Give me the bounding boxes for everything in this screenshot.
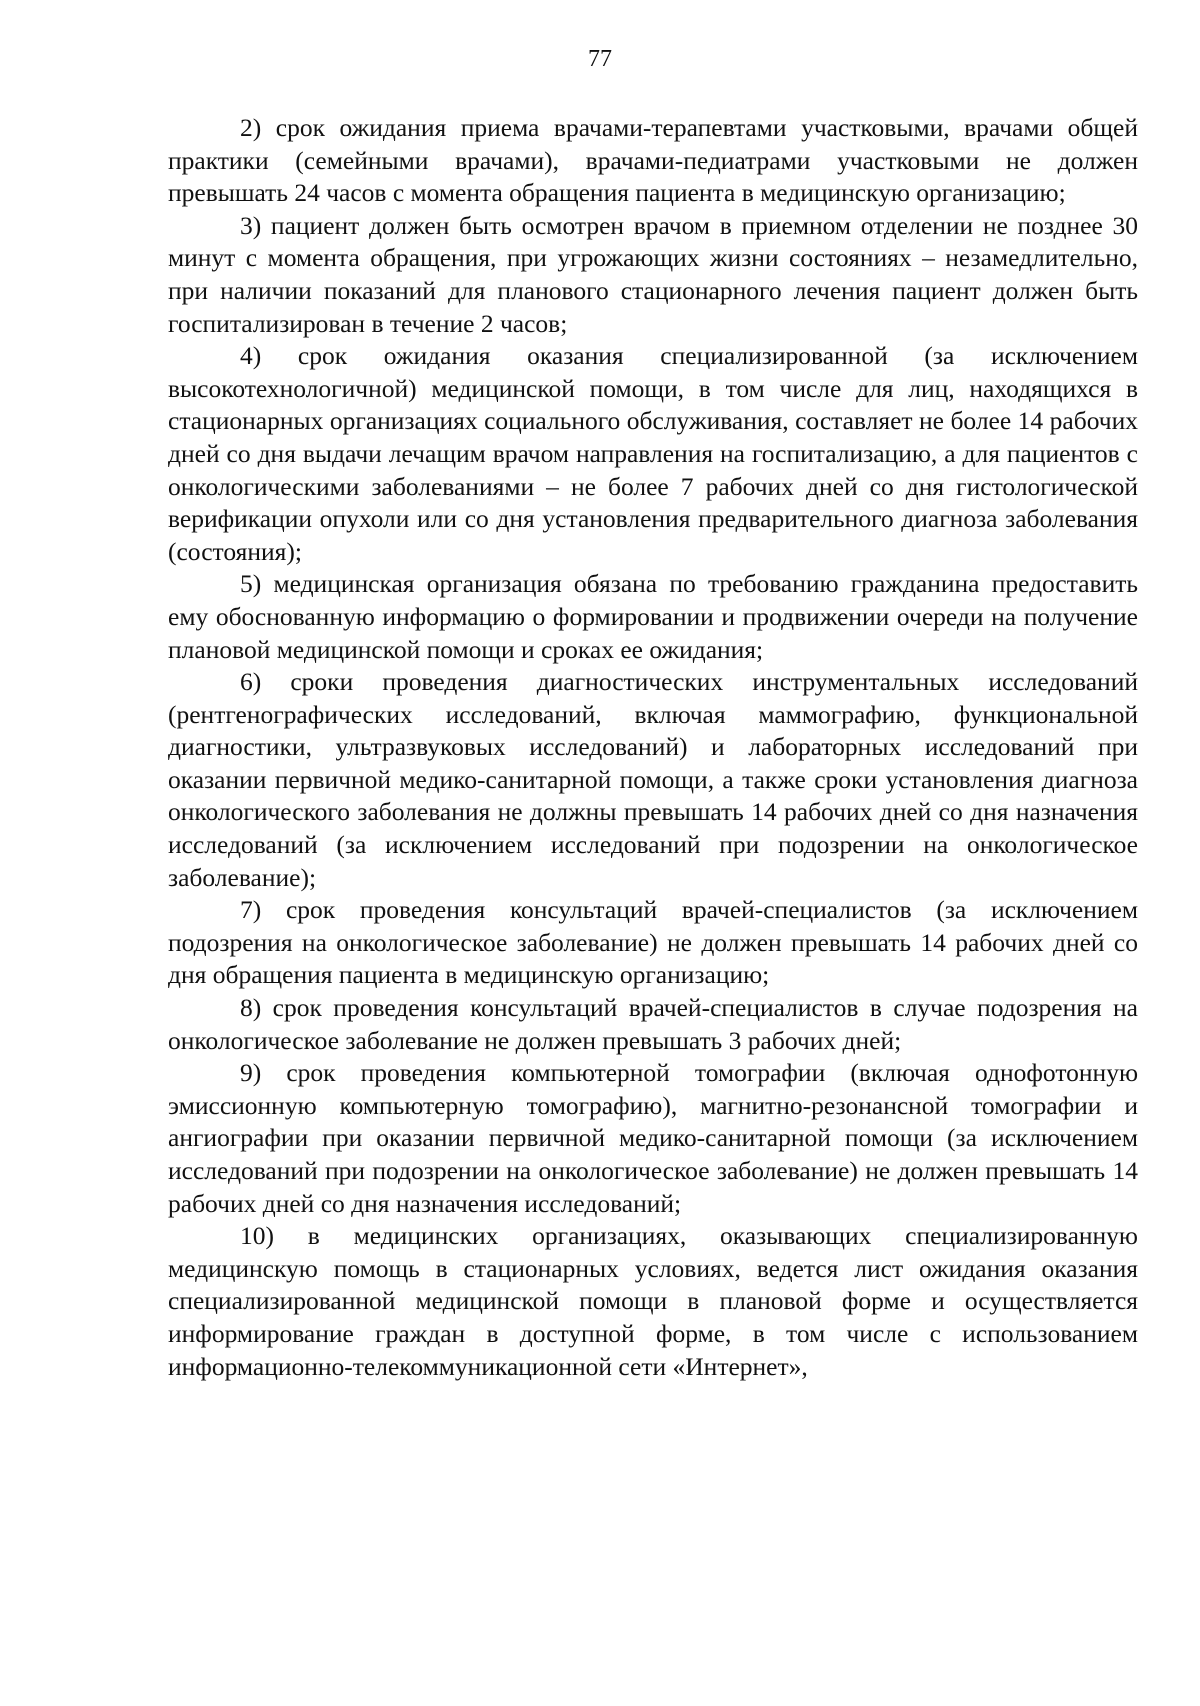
paragraph-item-10: 10) в медицинских организациях, оказывающих специализированную медицинскую помощь в стационарных условиях, ведется лист ожидания оказания специализированной медицинской помощи в плановой форме и осуществляется информирование граждан в доступной форме, в том числе с использованием информационно-телекоммуникационной сети «Интернет», <box>168 1221 1138 1381</box>
paragraph-item-7: 7) срок проведения консультаций врачей-специалистов (за исключением подозрения на онкологическое заболевание) не должен превышать 14 рабочих дней со дня обращения пациента в медицинскую организацию; <box>168 895 1138 990</box>
paragraph-item-6: 6) сроки проведения диагностических инструментальных исследований (рентгенографических исследований, включая маммографию, функциональной диагностики, ультразвуковых исследований) и лабораторных исследований при оказании первичной медико-санитарной помощи, а также сроки установления диагноза онкологического заболевания не должны превышать 14 рабочих дней со дня назначения исследований (за исключением исследований при подозрении на онкологическое заболевание); <box>168 667 1138 892</box>
paragraph-item-4: 4) срок ожидания оказания специализированной (за исключением высокотехнологичной) медицинской помощи, в том числе для лиц, находящихся в стационарных организациях социального обслуживания, составляет не более 14 рабочих дней со дня выдачи лечащим врачом направления на госпитализацию, а для пациентов с онкологическими заболеваниями – не более 7 рабочих дней со дня гистологической верификации опухоли или со дня установления предварительного диагноза заболевания (состояния); <box>168 341 1138 566</box>
paragraph-item-2: 2) срок ожидания приема врачами-терапевтами участковыми, врачами общей практики (семейными врачами), врачами-педиатрами участковыми не должен превышать 24 часов с момента обращения пациента в медицинскую организацию; <box>168 113 1138 208</box>
paragraph-item-8: 8) срок проведения консультаций врачей-специалистов в случае подозрения на онкологическое заболевание не должен превышать 3 рабочих дней; <box>168 993 1138 1055</box>
paragraph-item-9: 9) срок проведения компьютерной томографии (включая однофотонную эмиссионную компьютерную томографию), магнитно-резонансной томографии и ангиографии при оказании первичной медико-санитарной помощи (за исключением исследований при подозрении на онкологическое заболевание) не должен превышать 14 рабочих дней со дня назначения исследований; <box>168 1058 1138 1218</box>
page-number: 77 <box>588 46 612 72</box>
paragraph-item-3: 3) пациент должен быть осмотрен врачом в приемном отделении не позднее 30 минут с момента обращения, при угрожающих жизни состояниях – незамедлительно, при наличии показаний для планового стационарного лечения пациент должен быть госпитализирован в течение 2 часов; <box>168 210 1138 338</box>
paragraph-item-5: 5) медицинская организация обязана по требованию гражданина предоставить ему обоснованную информацию о формировании и продвижении очереди на получение плановой медицинской помощи и сроках ее ожидания; <box>168 569 1138 664</box>
document-body <box>168 112 1138 1383</box>
